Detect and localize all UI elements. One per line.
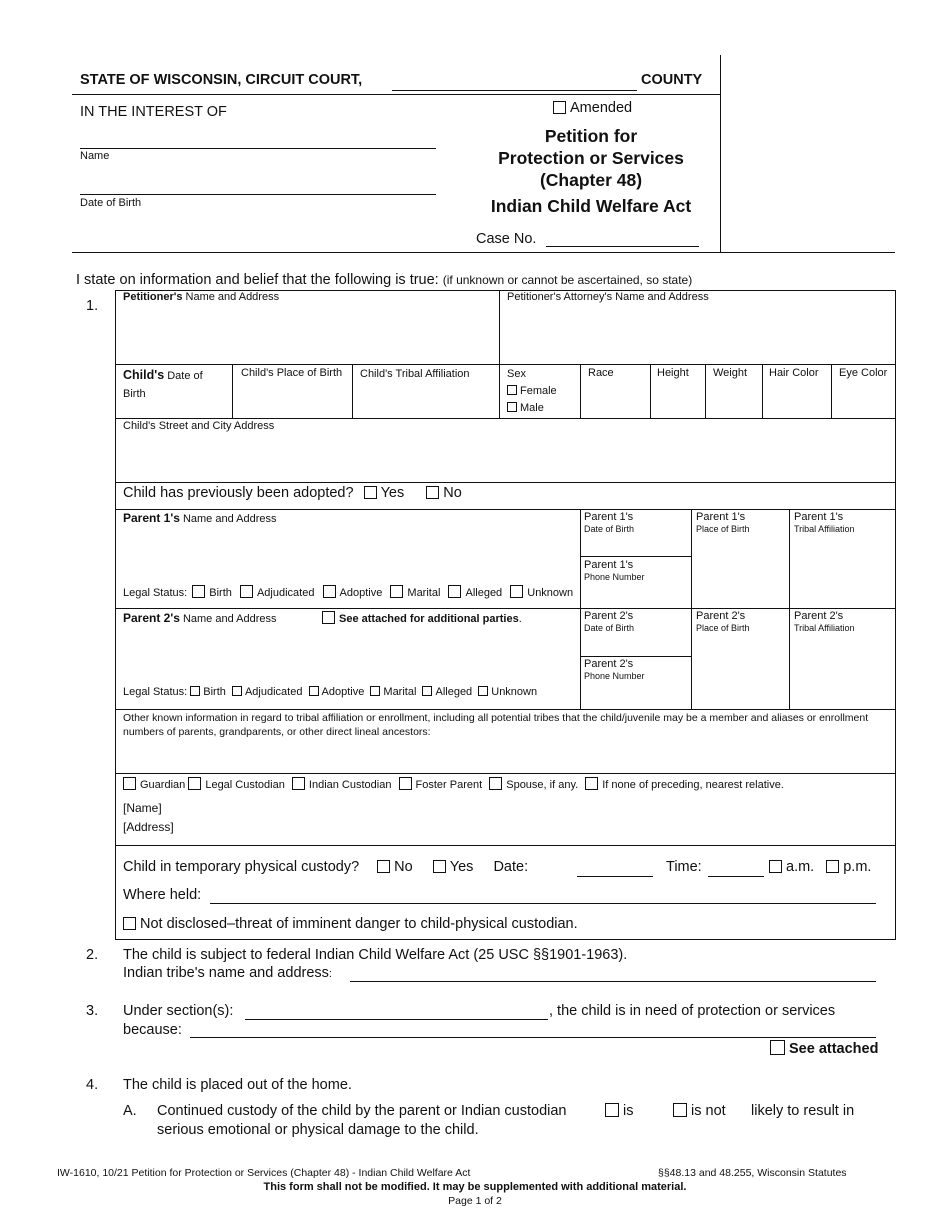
divider — [232, 364, 233, 418]
page-number: Page 1 of 2 — [448, 1195, 502, 1207]
custody-no-option[interactable] — [377, 859, 413, 875]
divider — [580, 656, 691, 657]
p2-adoptive-checkbox[interactable] — [309, 686, 319, 696]
parent-2-tribal-sublabel: Tribal Affiliation — [794, 623, 855, 633]
guardian-checkbox[interactable] — [123, 777, 136, 790]
divider — [580, 364, 581, 418]
male-label: Male — [520, 402, 544, 414]
county-field[interactable] — [392, 90, 637, 91]
p2-alleged-label: Alleged — [435, 686, 473, 698]
court-label: STATE OF WISCONSIN, CIRCUIT COURT, — [80, 72, 363, 88]
divider — [115, 418, 896, 419]
icwa-statement: The child is subject to federal Indian Child Welfare Act (25 USC §§1901-1963). — [123, 947, 628, 963]
custody-question — [123, 859, 528, 875]
legal-custodian-checkbox[interactable] — [188, 777, 201, 790]
race-field[interactable]: Race — [588, 367, 614, 379]
tribe-address-colon: : — [328, 968, 332, 980]
p2-adoptive-label: Adoptive — [321, 686, 365, 698]
parent-2-phone-label: Parent 2's — [584, 658, 634, 670]
custody-date-field[interactable] — [577, 876, 653, 877]
divider — [115, 845, 896, 846]
damage-text: serious emotional or physical damage to the child. — [157, 1122, 479, 1138]
adopted-no-checkbox[interactable] — [426, 486, 439, 499]
case-no-label: Case No. — [476, 231, 537, 247]
item-2-number: 2. — [86, 947, 99, 963]
p1-birth-label: Birth — [209, 587, 232, 599]
attorney-name-address[interactable]: Petitioner's Attorney's Name and Address — [507, 291, 709, 303]
is-not-label: is not — [691, 1103, 726, 1119]
divider — [789, 509, 790, 709]
adopted-question — [123, 485, 462, 501]
female-checkbox[interactable] — [507, 385, 517, 395]
p2-marital-label: Marital — [383, 686, 417, 698]
parent-1-tribal[interactable] — [794, 511, 855, 535]
parent-2-pob-sublabel: Place of Birth — [696, 623, 750, 633]
p1-alleged-checkbox[interactable] — [448, 585, 461, 598]
p1-unknown-checkbox[interactable] — [510, 585, 523, 598]
p1-adoptive-label: Adoptive — [339, 587, 383, 599]
name-field[interactable] — [80, 148, 436, 149]
pm-checkbox[interactable] — [826, 860, 839, 873]
amended-label: Amended — [570, 100, 633, 116]
p2-marital-checkbox[interactable] — [370, 686, 380, 696]
p2-birth-checkbox[interactable] — [190, 686, 200, 696]
parent-1-tribal-label: Parent 1's — [794, 511, 844, 523]
county-label: COUNTY — [641, 72, 703, 88]
divider — [115, 482, 896, 483]
under-sections-label: Under section(s): — [123, 1003, 234, 1019]
pm-option[interactable] — [826, 859, 871, 875]
pm-label: p.m. — [843, 859, 872, 875]
male-checkbox[interactable] — [507, 402, 517, 412]
parent-1-label-rest: Name and Address — [182, 513, 277, 525]
foster-parent-label: Foster Parent — [415, 779, 483, 791]
p1-unknown-label: Unknown — [527, 587, 574, 599]
hair-color-field[interactable]: Hair Color — [769, 367, 819, 379]
is-label: is — [623, 1103, 634, 1119]
custody-time-field[interactable] — [708, 876, 764, 877]
tribe-address-field[interactable] — [350, 981, 876, 982]
custody-yes-label: Yes — [449, 859, 474, 875]
parent-2-name-address[interactable] — [123, 611, 277, 625]
adopted-yes-label: Yes — [380, 485, 405, 501]
am-pm-options — [769, 859, 871, 875]
p1-marital-checkbox[interactable] — [390, 585, 403, 598]
am-checkbox[interactable] — [769, 860, 782, 873]
case-no-field[interactable] — [546, 246, 699, 247]
divider — [831, 364, 832, 418]
female-option[interactable] — [507, 383, 557, 400]
child-street-address[interactable]: Child's Street and City Address — [123, 420, 275, 432]
divider — [115, 773, 896, 774]
indian-custodian-checkbox[interactable] — [292, 777, 305, 790]
parent-1-legal-status — [123, 585, 573, 599]
where-held-label: Where held: — [123, 887, 202, 903]
placed-out-text: The child is placed out of the home. — [123, 1077, 352, 1093]
header-bottom-rule — [72, 252, 895, 253]
p2-alleged-checkbox[interactable] — [422, 686, 432, 696]
parent-1-pob-sublabel: Place of Birth — [696, 524, 750, 534]
divider — [115, 509, 896, 510]
see-attached-option[interactable] — [770, 1040, 878, 1057]
see-attached-period: . — [518, 613, 522, 625]
child-dob-label: Date of — [167, 370, 203, 382]
weight-field[interactable]: Weight — [713, 367, 748, 379]
petitioner-label: Petitioner's — [123, 291, 183, 303]
divider — [580, 556, 691, 557]
parent-2-legal-status — [123, 686, 537, 698]
parent-2-dob[interactable] — [584, 610, 634, 634]
petitioner-label-rest: Name and Address — [185, 291, 280, 303]
parent-1-phone-label: Parent 1's — [584, 559, 634, 571]
p1-birth-checkbox[interactable] — [192, 585, 205, 598]
not-disclosed-label: Not disclosed–threat of imminent danger to child-physical custodian. — [140, 916, 578, 932]
modification-notice: This form shall not be modified. It may be supplemented with additional material. — [263, 1181, 687, 1193]
parent-2-dob-sublabel: Date of Birth — [584, 623, 635, 633]
other-known-info[interactable]: Other known information in regard to tribal affiliation or enrollment, including all potential tribes that the child/juvenile may be a member and aliases or enrollment numbers of parents, grandparents, or other direct lineal ancestors: — [123, 712, 869, 738]
legal-custodian-label: Legal Custodian — [205, 779, 285, 791]
item-4-number: 4. — [86, 1077, 99, 1093]
p1-adoptive-checkbox[interactable] — [323, 585, 336, 598]
title-line-1: Petition for — [544, 126, 638, 146]
custody-no-checkbox[interactable] — [377, 860, 390, 873]
item-4a-label: A. — [123, 1103, 137, 1119]
parent-2-label-rest: Name and Address — [182, 613, 277, 625]
dob-field[interactable] — [80, 194, 436, 195]
female-label: Female — [520, 385, 557, 397]
title-line-3: (Chapter 48) — [539, 170, 643, 190]
name-placeholder[interactable]: [Name] — [123, 801, 162, 815]
parent-1-dob-label: Parent 1's — [584, 511, 634, 523]
parent-1-phone[interactable] — [584, 559, 645, 583]
parent-2-pob[interactable] — [696, 610, 750, 634]
custodian-options — [123, 777, 784, 791]
divider — [762, 364, 763, 418]
item-1-number: 1. — [86, 298, 99, 314]
parent-2-phone-sublabel: Phone Number — [584, 671, 645, 681]
adopted-yes-option[interactable] — [364, 485, 405, 501]
dob-label: Date of Birth — [80, 197, 142, 209]
is-not-checkbox[interactable] — [673, 1103, 687, 1117]
custody-yes-checkbox[interactable] — [433, 860, 446, 873]
divider — [115, 709, 896, 710]
because-field[interactable] — [190, 1037, 876, 1038]
custody-yes-option[interactable] — [433, 859, 474, 875]
custody-label: Child in temporary physical custody? — [123, 859, 360, 875]
tribe-address-label — [123, 965, 332, 981]
header-rule — [72, 94, 720, 95]
guardian-label: Guardian — [140, 779, 186, 791]
intro-statement — [76, 272, 692, 288]
see-attached-checkbox[interactable] — [770, 1040, 785, 1055]
child-label: Child's — [123, 368, 165, 382]
p1-adjudicated-label: Adjudicated — [256, 587, 315, 599]
parent-2-dob-label: Parent 2's — [584, 610, 634, 622]
eye-color-field[interactable]: Eye Color — [839, 367, 888, 379]
parent-1-pob-label: Parent 1's — [696, 511, 746, 523]
parent-1-dob[interactable] — [584, 511, 634, 535]
child-dob-label-2: Birth — [123, 388, 146, 400]
nearest-relative-checkbox[interactable] — [585, 777, 598, 790]
child-tribal-affiliation[interactable]: Child's Tribal Affiliation — [360, 368, 470, 380]
is-option[interactable] — [605, 1103, 633, 1119]
petitioner-name-address[interactable] — [123, 291, 279, 303]
not-disclosed-option[interactable] — [123, 916, 578, 932]
divider — [352, 364, 353, 418]
parent-2-pob-label: Parent 2's — [696, 610, 746, 622]
p1-adjudicated-checkbox[interactable] — [240, 585, 253, 598]
parent-1-phone-sublabel: Phone Number — [584, 572, 645, 582]
custody-time-label: Time: — [666, 859, 702, 875]
legal-status-label: Legal Status: — [123, 587, 188, 599]
see-attached-parties-checkbox[interactable] — [322, 611, 335, 624]
intro-note: (if unknown or cannot be ascertained, so state) — [442, 273, 693, 287]
form-id: IW-1610, 10/21 Petition for Protection or Services (Chapter 48) - Indian Child Welfare Act — [57, 1167, 471, 1179]
is-not-option[interactable] — [673, 1103, 726, 1119]
parent-2-tribal[interactable] — [794, 610, 855, 634]
parent-2-tribal-label: Parent 2's — [794, 610, 844, 622]
divider — [499, 290, 500, 418]
see-attached-parties-option[interactable] — [322, 611, 522, 625]
foster-parent-checkbox[interactable] — [399, 777, 412, 790]
form-title — [462, 125, 720, 191]
name-label: Name — [80, 150, 110, 162]
am-option[interactable] — [769, 859, 814, 875]
sex-label: Sex — [507, 368, 526, 380]
continued-custody-text: Continued custody of the child by the parent or Indian custodian — [157, 1103, 567, 1119]
adopted-label: Child has previously been adopted? — [123, 485, 354, 501]
p2-adjudicated-label: Adjudicated — [244, 686, 303, 698]
sex-field — [507, 366, 557, 417]
custody-date-label: Date: — [493, 859, 529, 875]
need-protection-text: , the child is in need of protection or services — [549, 1003, 836, 1019]
p2-unknown-checkbox[interactable] — [478, 686, 488, 696]
p1-alleged-label: Alleged — [465, 587, 503, 599]
nearest-relative-label: If none of preceding, nearest relative. — [602, 779, 784, 791]
where-held-field[interactable] — [210, 903, 876, 904]
statutes: §§48.13 and 48.255, Wisconsin Statutes — [658, 1167, 847, 1179]
divider — [650, 364, 651, 418]
parent-2-label: Parent 2's — [123, 611, 180, 625]
divider — [705, 364, 706, 418]
likely-text: likely to result in — [751, 1103, 855, 1119]
adopted-no-label: No — [443, 485, 462, 501]
p2-adjudicated-checkbox[interactable] — [232, 686, 242, 696]
spouse-label: Spouse, if any. — [506, 779, 579, 791]
adopted-yes-checkbox[interactable] — [364, 486, 377, 499]
indian-custodian-label: Indian Custodian — [308, 779, 392, 791]
is-checkbox[interactable] — [605, 1103, 619, 1117]
child-dob[interactable] — [123, 366, 203, 403]
parent-1-name-address[interactable] — [123, 511, 277, 525]
amended-checkbox[interactable] — [553, 101, 566, 114]
child-place-of-birth[interactable]: Child's Place of Birth — [241, 367, 343, 379]
parent-1-dob-sublabel: Date of Birth — [584, 524, 635, 534]
parent-1-pob[interactable] — [696, 511, 750, 535]
male-option[interactable] — [507, 400, 557, 417]
height-field[interactable]: Height — [657, 367, 689, 379]
custody-no-label: No — [394, 859, 413, 875]
sections-field[interactable] — [245, 1019, 548, 1020]
adopted-no-option[interactable] — [426, 485, 462, 501]
address-placeholder[interactable]: [Address] — [123, 820, 174, 834]
p2-unknown-label: Unknown — [491, 686, 538, 698]
divider — [580, 509, 581, 709]
title-line-2: Protection or Services — [498, 148, 684, 168]
see-attached-parties-label: See attached for additional parties — [339, 613, 519, 625]
not-disclosed-checkbox[interactable] — [123, 917, 136, 930]
because-label: because: — [123, 1022, 182, 1038]
item-3-number: 3. — [86, 1003, 99, 1019]
divider — [115, 608, 896, 609]
p2-birth-label: Birth — [203, 686, 226, 698]
parent-2-phone[interactable] — [584, 658, 645, 682]
tribe-address-text: Indian tribe's name and address — [123, 965, 329, 981]
parent-1-tribal-sublabel: Tribal Affiliation — [794, 524, 855, 534]
p1-marital-label: Marital — [407, 587, 441, 599]
amended-option[interactable] — [553, 100, 632, 116]
in-interest-label: IN THE INTEREST OF — [80, 104, 227, 120]
form-subtitle: Indian Child Welfare Act — [490, 196, 692, 216]
parent-1-label: Parent 1's — [123, 511, 180, 525]
see-attached-label: See attached — [789, 1041, 879, 1057]
legal-status-label: Legal Status: — [123, 686, 188, 698]
spouse-checkbox[interactable] — [489, 777, 502, 790]
header-divider — [720, 55, 721, 253]
intro-text: I state on information and belief that the following is true: — [76, 272, 439, 288]
divider — [691, 509, 692, 709]
am-label: a.m. — [786, 859, 815, 875]
